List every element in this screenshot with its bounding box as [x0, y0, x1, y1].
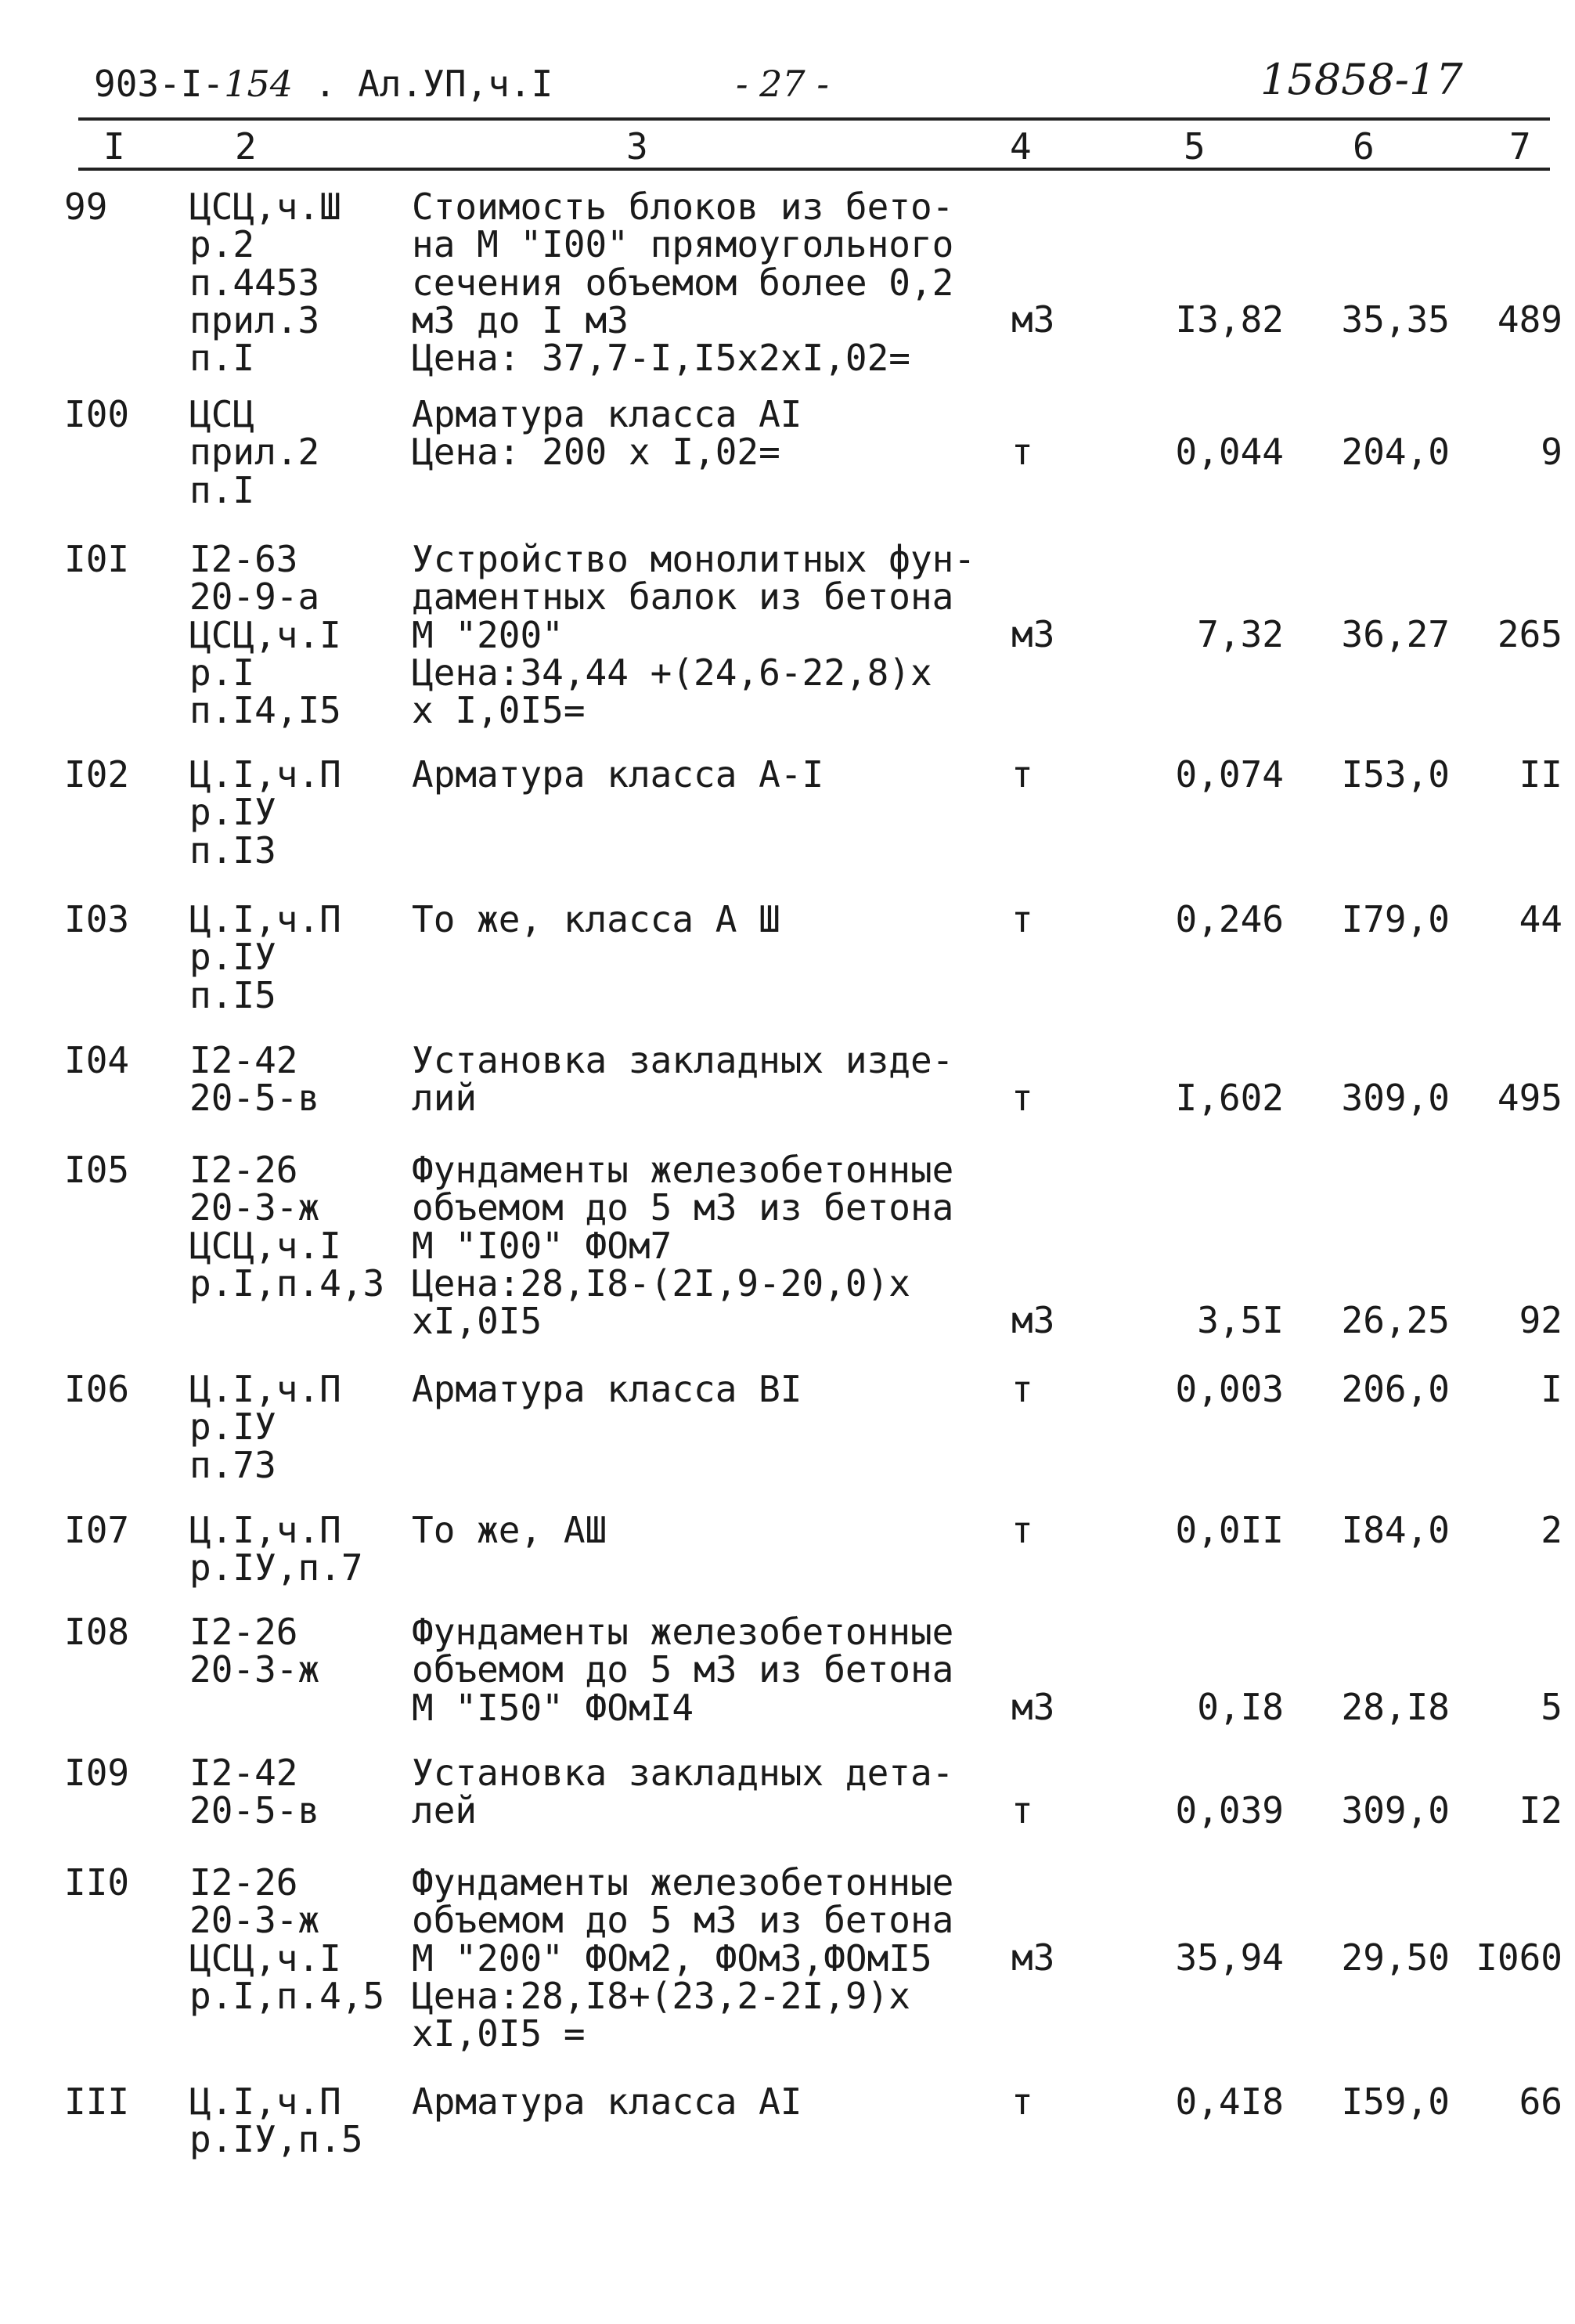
row-number: I07 — [64, 1509, 130, 1551]
unit-price-cell: 204,0 — [1341, 431, 1450, 473]
row-number: I05 — [64, 1149, 130, 1191]
quantity-cell: I3,82 — [1175, 298, 1284, 341]
reference-line: р.IУ — [189, 936, 276, 979]
total-cost-cell: 9 — [1541, 431, 1562, 473]
quantity-cell: 0,074 — [1175, 753, 1284, 796]
row-number: I09 — [64, 1752, 130, 1794]
description-line: Цена:34,44 +(24,6-22,8)х — [412, 651, 932, 694]
quantity-cell: 0,044 — [1175, 431, 1284, 473]
quantity-cell: 7,32 — [1197, 613, 1284, 655]
unit-cell: т — [1011, 1077, 1033, 1119]
reference-line: I2-63 — [189, 538, 298, 580]
description-line: объемом до 5 м3 из бетона — [412, 1648, 954, 1691]
description-line: даментных балок из бетона — [412, 576, 954, 619]
description-line: Арматура класса ВI — [412, 1368, 802, 1410]
unit-price-cell: 26,25 — [1341, 1299, 1450, 1341]
total-cost-cell: 44 — [1519, 898, 1562, 940]
unit-price-cell: 309,0 — [1341, 1789, 1450, 1831]
reference-line: п.73 — [189, 1443, 276, 1486]
total-cost-cell: 2 — [1541, 1509, 1562, 1551]
quantity-cell: 0,4I8 — [1175, 2080, 1284, 2123]
description-line: на М "I00" прямоугольного — [412, 223, 954, 266]
total-cost-cell: II — [1519, 753, 1562, 796]
reference-line: р.IУ — [189, 791, 276, 834]
reference-line: п.I4,I5 — [189, 689, 341, 732]
reference-line: 20-5-в — [189, 1077, 320, 1120]
unit-cell: т — [1011, 753, 1033, 796]
unit-cell: т — [1011, 898, 1033, 940]
reference-line: р.2 — [189, 223, 255, 266]
unit-cell: т — [1011, 2080, 1033, 2123]
description-line: Установка закладных дета- — [412, 1752, 954, 1794]
reference-line: п.4453 — [189, 261, 320, 304]
reference-cell — [189, 1149, 385, 1305]
column-number-2: 2 — [235, 125, 257, 168]
reference-line: 20-9-а — [189, 576, 320, 619]
description-cell — [412, 538, 976, 732]
reference-line: 20-3-ж — [189, 1186, 320, 1229]
unit-price-cell: 28,I8 — [1341, 1686, 1450, 1728]
description-line: Фундаменты железобетонные — [412, 1149, 954, 1191]
description-line: Фундаменты железобетонные — [412, 1861, 954, 1904]
description-cell — [412, 1149, 954, 1343]
quantity-cell: 35,94 — [1175, 1936, 1284, 1979]
reference-line: Ц.I,ч.П — [189, 1509, 341, 1551]
quantity-cell: 0,0II — [1175, 1509, 1284, 1551]
unit-cell: м3 — [1011, 613, 1055, 655]
description-line: М "200" — [412, 613, 564, 656]
row-number: I03 — [64, 898, 130, 940]
description-cell — [412, 753, 824, 796]
reference-cell — [189, 1861, 385, 2017]
page-number: - 27 - — [736, 63, 829, 105]
reference-line: прил.2 — [189, 431, 320, 474]
unit-price-cell: 206,0 — [1341, 1368, 1450, 1410]
description-line: М "I00" ФОм7 — [412, 1224, 672, 1267]
reference-line: п.I5 — [189, 973, 276, 1016]
description-cell — [412, 1511, 607, 1549]
unit-cell: т — [1011, 1368, 1033, 1410]
reference-line: I2-26 — [189, 1861, 298, 1904]
description-line: Цена: 200 х I,02= — [412, 431, 780, 474]
description-line: То же, класса А Ш — [412, 898, 780, 940]
description-line: х I,0I5= — [412, 689, 586, 732]
document-code-suffix: . Ал.УП,ч.I — [314, 63, 553, 105]
reference-line: р.I — [189, 651, 255, 694]
unit-cell: м3 — [1011, 298, 1055, 341]
document-code-handwritten: 154 — [224, 63, 293, 105]
reference-line: Ц.I,ч.П — [189, 1368, 341, 1410]
description-line: Установка закладных изде- — [412, 1039, 954, 1081]
row-number: III — [64, 2080, 130, 2123]
total-cost-cell: 92 — [1519, 1299, 1562, 1341]
reference-cell — [189, 753, 341, 872]
reference-line: р.IУ,п.5 — [189, 2118, 363, 2161]
total-cost-cell: I — [1541, 1368, 1562, 1410]
description-line: М "I50" ФОмI4 — [412, 1686, 694, 1729]
unit-price-cell: I79,0 — [1341, 898, 1450, 940]
description-line: Устройство монолитных фун- — [412, 538, 976, 580]
reference-cell — [189, 1039, 320, 1120]
total-cost-cell: 5 — [1541, 1686, 1562, 1728]
description-line: Цена:28,I8-(2I,9-20,0)х — [412, 1261, 910, 1305]
reference-cell — [189, 1509, 363, 1590]
total-cost-cell: 489 — [1497, 298, 1562, 341]
unit-cell: т — [1011, 431, 1033, 473]
description-line: хI,0I5 — [412, 1300, 542, 1343]
unit-cell: м3 — [1011, 1686, 1055, 1728]
description-cell — [412, 393, 802, 474]
quantity-cell: 0,039 — [1175, 1789, 1284, 1831]
description-line: сечения объемом более 0,2 — [412, 261, 954, 304]
description-line: М "200" ФОм2, ФОм3,ФОмI5 — [412, 1936, 932, 1979]
reference-line: Ц.I,ч.П — [189, 753, 341, 796]
reference-cell — [189, 395, 319, 509]
row-number: II0 — [64, 1861, 130, 1904]
header-rule-top — [78, 117, 1550, 121]
description-cell — [412, 1613, 953, 1727]
unit-cell: т — [1011, 1509, 1033, 1551]
reference-cell — [189, 1613, 319, 1689]
row-number: I08 — [64, 1611, 130, 1653]
total-cost-cell: I2 — [1519, 1789, 1562, 1831]
description-line: Арматура класса АI — [412, 393, 802, 435]
description-cell — [412, 1370, 802, 1408]
description-line: Арматура класса АI — [412, 2080, 802, 2123]
description-line: лей — [412, 1789, 478, 1832]
reference-line: ЦСЦ — [189, 393, 255, 435]
quantity-cell: 3,5I — [1197, 1299, 1284, 1341]
description-cell — [412, 186, 954, 380]
reference-line: ЦСЦ,ч.I — [189, 613, 341, 656]
description-line: То же, АШ — [412, 1509, 607, 1551]
total-cost-cell: I060 — [1476, 1936, 1562, 1979]
quantity-cell: 0,003 — [1175, 1368, 1284, 1410]
reference-cell — [189, 900, 341, 1014]
row-number: I02 — [64, 753, 130, 796]
total-cost-cell: 495 — [1497, 1077, 1562, 1119]
reference-line: прил.3 — [189, 298, 320, 341]
reference-line: ЦСЦ,ч.I — [189, 1936, 341, 1979]
reference-cell — [189, 1754, 319, 1830]
unit-cell: м3 — [1011, 1299, 1055, 1341]
total-cost-cell: 66 — [1519, 2080, 1562, 2123]
column-number-7: 7 — [1509, 125, 1531, 168]
unit-cell: м3 — [1011, 1936, 1055, 1979]
description-line: лий — [412, 1077, 478, 1120]
description-line: Стоимость блоков из бето- — [412, 186, 954, 228]
description-line: м3 до I м3 — [412, 298, 629, 341]
description-line: объемом до 5 м3 из бетона — [412, 1186, 954, 1229]
row-number: I00 — [64, 393, 130, 435]
column-number-5: 5 — [1184, 125, 1206, 168]
quantity-cell: 0,246 — [1175, 898, 1284, 940]
unit-cell: т — [1011, 1789, 1033, 1831]
column-number-3: 3 — [626, 125, 648, 168]
description-cell — [412, 1754, 953, 1830]
description-line: объемом до 5 м3 из бетона — [412, 1899, 954, 1942]
sheet-code: 15858-17 — [1260, 55, 1463, 104]
reference-line: I2-42 — [189, 1039, 298, 1081]
description-cell — [412, 1039, 954, 1120]
unit-price-cell: I59,0 — [1341, 2080, 1450, 2123]
document-code — [94, 63, 553, 105]
quantity-cell: 0,I8 — [1197, 1686, 1284, 1728]
reference-cell — [189, 538, 341, 732]
column-number-6: 6 — [1353, 125, 1375, 168]
reference-line: ЦСЦ,ч.Ш — [189, 186, 341, 228]
description-line: Арматура класса А-I — [412, 753, 824, 796]
reference-line: р.IУ,п.7 — [189, 1546, 363, 1590]
reference-line: Ц.I,ч.П — [189, 2080, 341, 2123]
reference-line: п.I — [189, 337, 255, 380]
reference-line: 20-3-ж — [189, 1899, 320, 1942]
row-number: 99 — [64, 186, 108, 228]
description-line: хI,0I5 = — [412, 2012, 586, 2055]
column-number-1: I — [103, 125, 125, 168]
unit-price-cell: 29,50 — [1341, 1936, 1450, 1979]
description-cell — [412, 1861, 954, 2055]
description-cell — [412, 900, 780, 938]
reference-cell — [189, 186, 341, 380]
row-number: I04 — [64, 1039, 130, 1081]
reference-line: I2-26 — [189, 1611, 298, 1653]
reference-line: р.I,п.4,5 — [189, 1974, 385, 2017]
reference-line: 20-3-ж — [189, 1648, 320, 1691]
column-number-4: 4 — [1010, 125, 1032, 168]
reference-cell — [189, 1370, 341, 1484]
row-number: I0I — [64, 538, 130, 580]
reference-line: р.I,п.4,3 — [189, 1261, 385, 1305]
unit-price-cell: 36,27 — [1341, 613, 1450, 655]
unit-price-cell: 309,0 — [1341, 1077, 1450, 1119]
document-code-prefix: 903-I- — [94, 63, 225, 105]
reference-cell — [189, 2080, 363, 2161]
reference-line: Ц.I,ч.П — [189, 898, 341, 940]
reference-line: 20-5-в — [189, 1789, 320, 1832]
description-cell — [412, 2080, 802, 2123]
reference-line: п.I3 — [189, 828, 276, 872]
description-line: Цена:28,I8+(23,2-2I,9)х — [412, 1974, 910, 2017]
header-rule-bottom — [78, 168, 1550, 171]
quantity-cell: I,602 — [1175, 1077, 1284, 1119]
total-cost-cell: 265 — [1497, 613, 1562, 655]
description-line: Фундаменты железобетонные — [412, 1611, 954, 1653]
reference-line: ЦСЦ,ч.I — [189, 1224, 341, 1267]
row-number: I06 — [64, 1368, 130, 1410]
unit-price-cell: I53,0 — [1341, 753, 1450, 796]
reference-line: I2-42 — [189, 1752, 298, 1794]
reference-line: р.IУ — [189, 1406, 276, 1449]
reference-line: I2-26 — [189, 1149, 298, 1191]
unit-price-cell: I84,0 — [1341, 1509, 1450, 1551]
description-line: Цена: 37,7-I,I5х2хI,02= — [412, 337, 910, 380]
reference-line: п.I — [189, 468, 255, 511]
unit-price-cell: 35,35 — [1341, 298, 1450, 341]
